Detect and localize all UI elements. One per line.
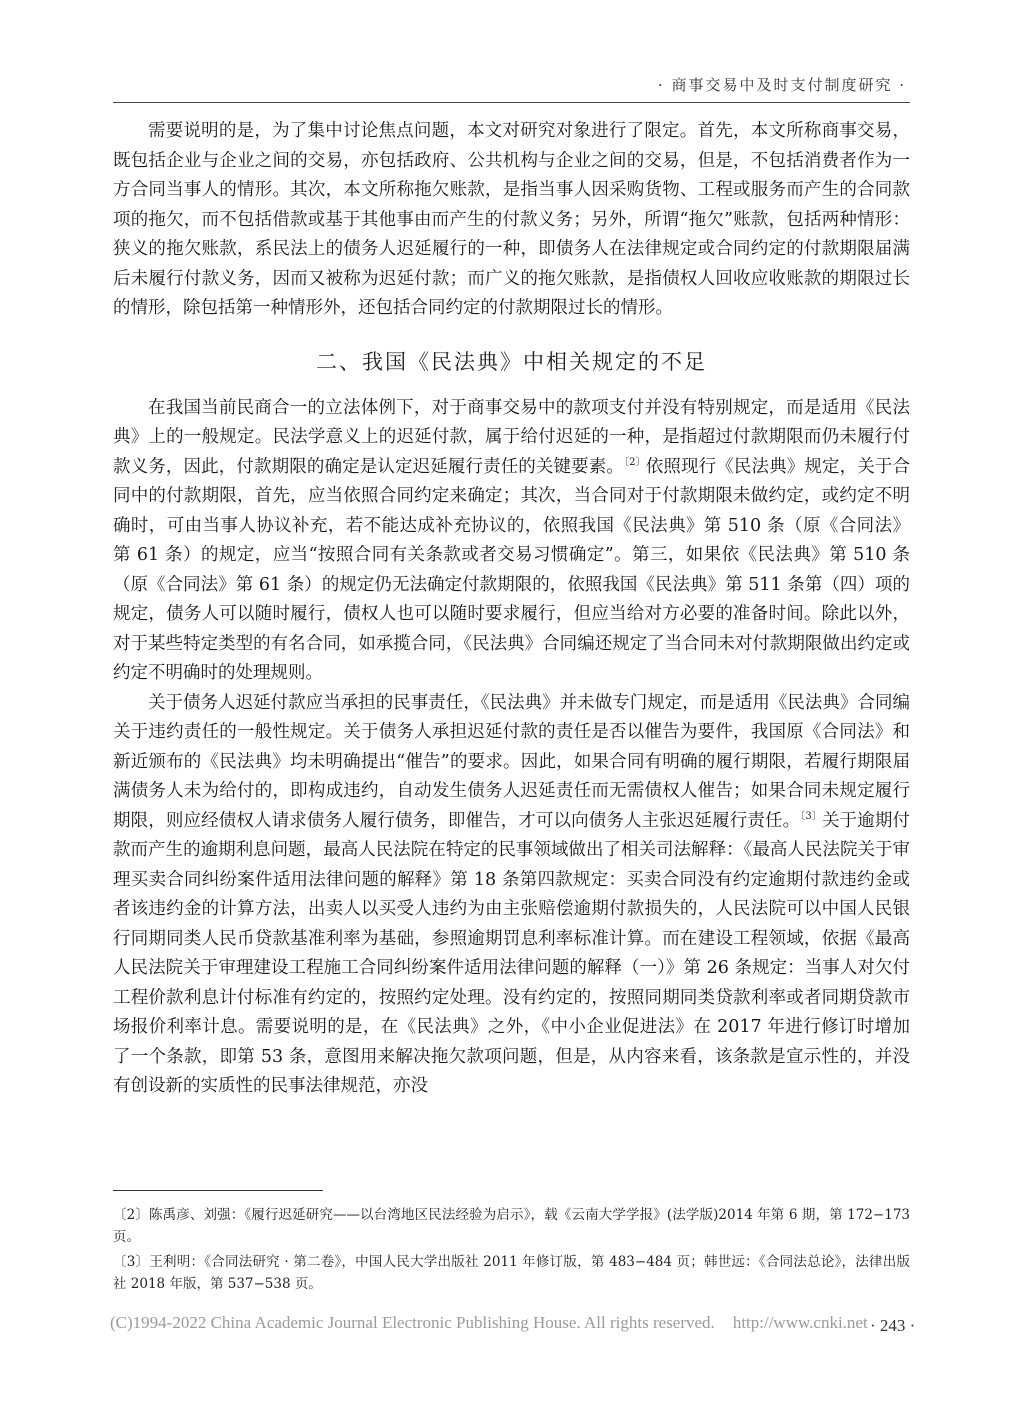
paragraph-text: 关于逾期付款而产生的逾期利息问题，最高人民法院在特定的民事领域做出了相关司法解释：《最高人民法院关于审理买卖合同纠纷案件适用法律问题的解释》第 18 条第四款规定：买卖合同没有约定逾期付款违约金或者该违约金的计算方法，出卖人以买受人违约为由主张赔偿逾期付款损失的，人民法院可以中国人民银行同期同类人民币贷款基准利率为基础，参照逾期罚息利率标准计算。而在建设工程领域，依据《最高人民法院关于审理建设工程施工合同纠纷案件适用法律问题的解释（一）》第 26 条规定：当事人对欠付工程价款利息计付标准有约定的，按照约定处理。没有约定的，按照同期同类贷款利率或者同期贷款市场报价利率计息。需要说明的是，在《民法典》之外，《中小企业促进法》在 2017 年进行修订时增加了一个条款，即第 53 条，意图用来解决拖欠款项问题，但是，从内容来看，该条款是宣示性的，并没有创设新的实质性的民事法律规范，亦没: [113, 810, 910, 1096]
footnotes: [113, 1204, 910, 1298]
page-number: · 243 ·: [870, 1316, 916, 1335]
paragraph-text: 关于债务人迟延付款应当承担的民事责任，《民法典》并未做专门规定，而是适用《民法典》合同编关于违约责任的一般性规定。关于债务人承担迟延付款的责任是否以催告为要件，我国原《合同法》和新近颁布的《民法典》均未明确提出“催告”的要求。因此，如果合同有明确的履行期限，若履行期限届满债务人未为给付的，即构成违约，自动发生债务人迟延责任而无需债权人催告；如果合同未规定履行期限，则应经债权人请求债务人履行债务，即催告，才可以向债务人主张迟延履行责任。: [113, 692, 910, 831]
footnote-rule: [113, 1190, 323, 1191]
footnote-ref[interactable]: 〔2〕: [624, 456, 646, 468]
copyright-text: (C)1994-2022 China Academic Journal Electronic Publishing House. All rights reserved.: [110, 1313, 715, 1332]
header-rule: [113, 102, 910, 103]
copyright-watermark: [110, 1313, 868, 1333]
paragraph-text: 依照现行《民法典》规定，关于合同中的付款期限，首先，应当依照合同约定来确定；其次，当合同对于付款期限未做约定，或约定不明确时，可由当事人协议补充，若不能达成补充协议的，依照我国《民法典》第 510 条（原《合同法》第 61 条）的规定，应当“按照合同有关条款或者交易习惯确定”。第三，如果依《民法典》第 510 条（原《合同法》第 61 条）的规定仍无法确定付款期限的，依照我国《民法典》第 511 条第（四）项的规定，债务人可以随时履行，债权人也可以随时要求履行，但应当给对方必要的准备时间。除此以外，对于某些特定类型的有名合同，如承揽合同，《民法典》合同编还规定了当合同未对付款期限做出约定或约定不明确时的处理规则。: [113, 456, 910, 683]
running-header: · 商事交易中及时支付制度研究 ·: [657, 76, 906, 94]
footnote-3: 〔3〕王利明：《合同法研究 · 第二卷》，中国人民大学出版社 2011 年修订版，第 483−484 页；韩世远：《合同法总论》，法律出版社 2018 年版，第 537−538 页。: [113, 1254, 910, 1292]
footnote-ref[interactable]: 〔3〕: [800, 810, 822, 822]
paragraph: [113, 394, 910, 689]
paragraph: [113, 689, 910, 1102]
site-url[interactable]: http://www.cnki.net: [732, 1313, 868, 1332]
footnote-2: 〔2〕陈禹彦、刘强：《履行迟延研究——以台湾地区民法经验为启示》，载《云南大学学报》(法学版)2014 年第 6 期，第 172−173 页。: [113, 1207, 910, 1245]
paragraph-text: 在我国当前民商合一的立法体例下，对于商事交易中的款项支付并没有特别规定，而是适用《民法典》上的一般规定。民法学意义上的迟延付款，属于给付迟延的一种，是指超过付款期限而仍未履行付款义务，因此，付款期限的确定是认定迟延履行责任的关键要素。: [113, 397, 910, 477]
section-heading: 二、我国《民法典》中相关规定的不足: [316, 349, 707, 374]
paragraph: 需要说明的是，为了集中讨论焦点问题，本文对研究对象进行了限定。首先，本文所称商事交易，既包括企业与企业之间的交易，亦包括政府、公共机构与企业之间的交易，但是，不包括消费者作为一方合同当事人的情形。其次，本文所称拖欠账款，是指当事人因采购货物、工程或服务而产生的合同款项的拖欠，而不包括借款或基于其他事由而产生的付款义务；另外，所谓“拖欠”账款，包括两种情形：狭义的拖欠账款，系民法上的债务人迟延履行的一种，即债务人在法律规定或合同约定的付款期限届满后未履行付款义务，因而又被称为迟延付款；而广义的拖欠账款，是指债权人回收应收账款的期限过长的情形，除包括第一种情形外，还包括合同约定的付款期限过长的情形。: [113, 121, 910, 318]
article-body: [113, 117, 910, 1102]
